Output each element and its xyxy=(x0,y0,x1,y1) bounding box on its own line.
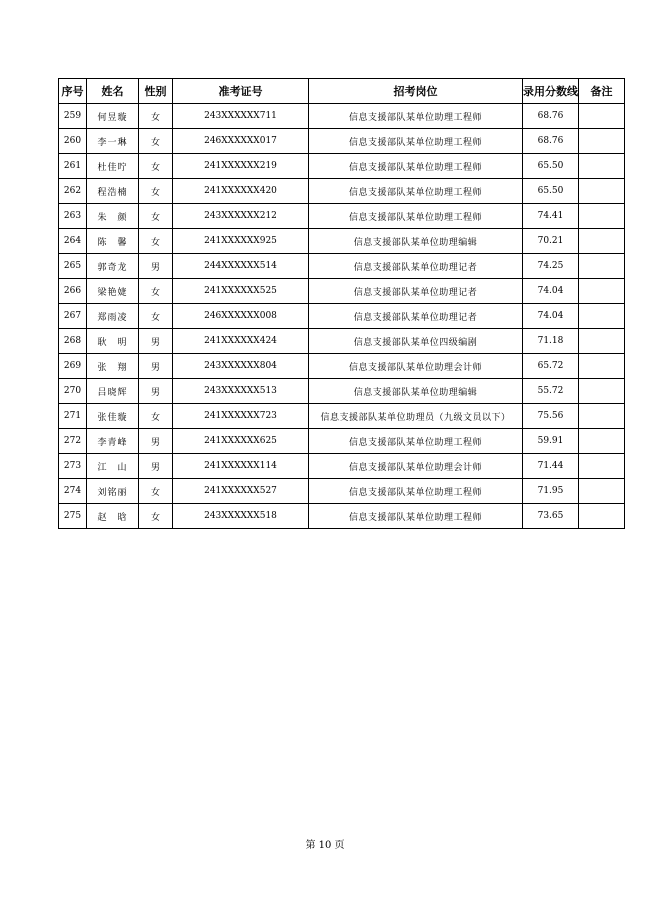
cell-position: 信息支援部队某单位助理工程师 xyxy=(309,129,523,154)
cell-remark xyxy=(579,504,625,529)
cell-score: 71.18 xyxy=(523,329,579,354)
cell-score: 55.72 xyxy=(523,379,579,404)
cell-seq: 265 xyxy=(59,254,87,279)
cell-gender: 女 xyxy=(139,104,173,129)
cell-remark xyxy=(579,279,625,304)
cell-seq: 263 xyxy=(59,204,87,229)
cell-gender: 女 xyxy=(139,229,173,254)
cell-position: 信息支援部队某单位助理会计师 xyxy=(309,354,523,379)
cell-position: 信息支援部队某单位助理工程师 xyxy=(309,204,523,229)
cell-remark xyxy=(579,104,625,129)
cell-gender: 女 xyxy=(139,154,173,179)
cell-exam-id: 246XXXXXX017 xyxy=(173,129,309,154)
header-score: 录用分数线 xyxy=(523,79,579,104)
cell-exam-id: 241XXXXXX527 xyxy=(173,479,309,504)
cell-remark xyxy=(579,404,625,429)
cell-seq: 273 xyxy=(59,454,87,479)
cell-score: 65.72 xyxy=(523,354,579,379)
cell-remark xyxy=(579,379,625,404)
table-row xyxy=(59,354,625,379)
table-row xyxy=(59,479,625,504)
cell-score: 68.76 xyxy=(523,129,579,154)
cell-remark xyxy=(579,179,625,204)
cell-position: 信息支援部队某单位助理工程师 xyxy=(309,504,523,529)
cell-seq: 270 xyxy=(59,379,87,404)
cell-gender: 男 xyxy=(139,454,173,479)
cell-seq: 261 xyxy=(59,154,87,179)
table-row xyxy=(59,454,625,479)
cell-remark xyxy=(579,304,625,329)
cell-gender: 女 xyxy=(139,504,173,529)
header-gender: 性别 xyxy=(139,79,173,104)
cell-exam-id: 241XXXXXX625 xyxy=(173,429,309,454)
cell-position: 信息支援部队某单位助理编辑 xyxy=(309,379,523,404)
cell-gender: 男 xyxy=(139,429,173,454)
cell-seq: 262 xyxy=(59,179,87,204)
table-row xyxy=(59,404,625,429)
roster-table xyxy=(58,78,625,529)
header-seq: 序号 xyxy=(59,79,87,104)
cell-score: 71.44 xyxy=(523,454,579,479)
cell-seq: 267 xyxy=(59,304,87,329)
cell-name: 张 翔 xyxy=(87,354,139,379)
table-row xyxy=(59,504,625,529)
cell-remark xyxy=(579,479,625,504)
cell-score: 71.95 xyxy=(523,479,579,504)
cell-score: 75.56 xyxy=(523,404,579,429)
cell-gender: 男 xyxy=(139,329,173,354)
cell-gender: 女 xyxy=(139,179,173,204)
table-row xyxy=(59,204,625,229)
cell-seq: 266 xyxy=(59,279,87,304)
cell-name: 程浩楠 xyxy=(87,179,139,204)
header-position: 招考岗位 xyxy=(309,79,523,104)
header-exam-id: 准考证号 xyxy=(173,79,309,104)
table-row xyxy=(59,154,625,179)
cell-name: 李一琳 xyxy=(87,129,139,154)
cell-position: 信息支援部队某单位助理工程师 xyxy=(309,104,523,129)
cell-remark xyxy=(579,329,625,354)
cell-remark xyxy=(579,229,625,254)
cell-score: 74.25 xyxy=(523,254,579,279)
cell-name: 何昱璇 xyxy=(87,104,139,129)
cell-position: 信息支援部队某单位助理会计师 xyxy=(309,454,523,479)
cell-exam-id: 241XXXXXX525 xyxy=(173,279,309,304)
cell-remark xyxy=(579,354,625,379)
cell-exam-id: 241XXXXXX424 xyxy=(173,329,309,354)
header-name: 姓名 xyxy=(87,79,139,104)
cell-gender: 男 xyxy=(139,354,173,379)
cell-position: 信息支援部队某单位助理工程师 xyxy=(309,154,523,179)
cell-name: 张佳璇 xyxy=(87,404,139,429)
cell-position: 信息支援部队某单位助理工程师 xyxy=(309,179,523,204)
cell-seq: 259 xyxy=(59,104,87,129)
cell-seq: 260 xyxy=(59,129,87,154)
cell-remark xyxy=(579,254,625,279)
cell-position: 信息支援部队某单位助理工程师 xyxy=(309,479,523,504)
cell-name: 杜佳咛 xyxy=(87,154,139,179)
cell-name: 赵 晗 xyxy=(87,504,139,529)
cell-name: 郭奇龙 xyxy=(87,254,139,279)
cell-gender: 女 xyxy=(139,129,173,154)
cell-seq: 272 xyxy=(59,429,87,454)
cell-remark xyxy=(579,129,625,154)
cell-exam-id: 241XXXXXX925 xyxy=(173,229,309,254)
table-header xyxy=(59,79,625,104)
cell-seq: 268 xyxy=(59,329,87,354)
cell-exam-id: 241XXXXXX420 xyxy=(173,179,309,204)
cell-name: 刘铭丽 xyxy=(87,479,139,504)
cell-gender: 男 xyxy=(139,254,173,279)
cell-name: 吕晓辉 xyxy=(87,379,139,404)
cell-gender: 女 xyxy=(139,304,173,329)
cell-remark xyxy=(579,429,625,454)
cell-gender: 女 xyxy=(139,204,173,229)
cell-remark xyxy=(579,204,625,229)
cell-position: 信息支援部队某单位助理记者 xyxy=(309,254,523,279)
cell-position: 信息支援部队某单位助理工程师 xyxy=(309,429,523,454)
cell-name: 李青峰 xyxy=(87,429,139,454)
cell-score: 59.91 xyxy=(523,429,579,454)
table-row xyxy=(59,429,625,454)
cell-score: 73.65 xyxy=(523,504,579,529)
cell-score: 74.04 xyxy=(523,279,579,304)
cell-exam-id: 246XXXXXX008 xyxy=(173,304,309,329)
cell-score: 65.50 xyxy=(523,179,579,204)
cell-exam-id: 241XXXXXX723 xyxy=(173,404,309,429)
cell-score: 65.50 xyxy=(523,154,579,179)
cell-exam-id: 243XXXXXX513 xyxy=(173,379,309,404)
cell-seq: 275 xyxy=(59,504,87,529)
cell-gender: 女 xyxy=(139,479,173,504)
header-remark: 备注 xyxy=(579,79,625,104)
cell-exam-id: 243XXXXXX804 xyxy=(173,354,309,379)
cell-seq: 271 xyxy=(59,404,87,429)
cell-score: 70.21 xyxy=(523,229,579,254)
table-row xyxy=(59,379,625,404)
cell-exam-id: 244XXXXXX514 xyxy=(173,254,309,279)
cell-exam-id: 243XXXXXX711 xyxy=(173,104,309,129)
cell-exam-id: 241XXXXXX114 xyxy=(173,454,309,479)
cell-name: 郑雨凌 xyxy=(87,304,139,329)
cell-remark xyxy=(579,154,625,179)
cell-gender: 男 xyxy=(139,379,173,404)
cell-seq: 264 xyxy=(59,229,87,254)
cell-position: 信息支援部队某单位助理记者 xyxy=(309,304,523,329)
cell-name: 朱 颜 xyxy=(87,204,139,229)
cell-gender: 女 xyxy=(139,404,173,429)
cell-name: 江 山 xyxy=(87,454,139,479)
cell-seq: 274 xyxy=(59,479,87,504)
cell-name: 耿 明 xyxy=(87,329,139,354)
table-row xyxy=(59,104,625,129)
header-row xyxy=(59,79,625,104)
table-row xyxy=(59,179,625,204)
cell-name: 陈 馨 xyxy=(87,229,139,254)
table-body xyxy=(59,104,625,529)
table-row xyxy=(59,279,625,304)
cell-exam-id: 243XXXXXX212 xyxy=(173,204,309,229)
cell-seq: 269 xyxy=(59,354,87,379)
cell-remark xyxy=(579,454,625,479)
cell-score: 74.04 xyxy=(523,304,579,329)
table-row xyxy=(59,329,625,354)
cell-name: 梁艳婕 xyxy=(87,279,139,304)
cell-score: 74.41 xyxy=(523,204,579,229)
table-row xyxy=(59,254,625,279)
table-row xyxy=(59,304,625,329)
page-number: 第 10 页 xyxy=(305,840,345,851)
cell-position: 信息支援部队某单位四级编剧 xyxy=(309,329,523,354)
cell-position: 信息支援部队某单位助理编辑 xyxy=(309,229,523,254)
cell-exam-id: 243XXXXXX518 xyxy=(173,504,309,529)
cell-gender: 女 xyxy=(139,279,173,304)
cell-position: 信息支援部队某单位助理记者 xyxy=(309,279,523,304)
cell-exam-id: 241XXXXXX219 xyxy=(173,154,309,179)
cell-score: 68.76 xyxy=(523,104,579,129)
table-row xyxy=(59,229,625,254)
cell-position: 信息支援部队某单位助理员（九级文员以下） xyxy=(309,404,523,429)
table-row xyxy=(59,129,625,154)
